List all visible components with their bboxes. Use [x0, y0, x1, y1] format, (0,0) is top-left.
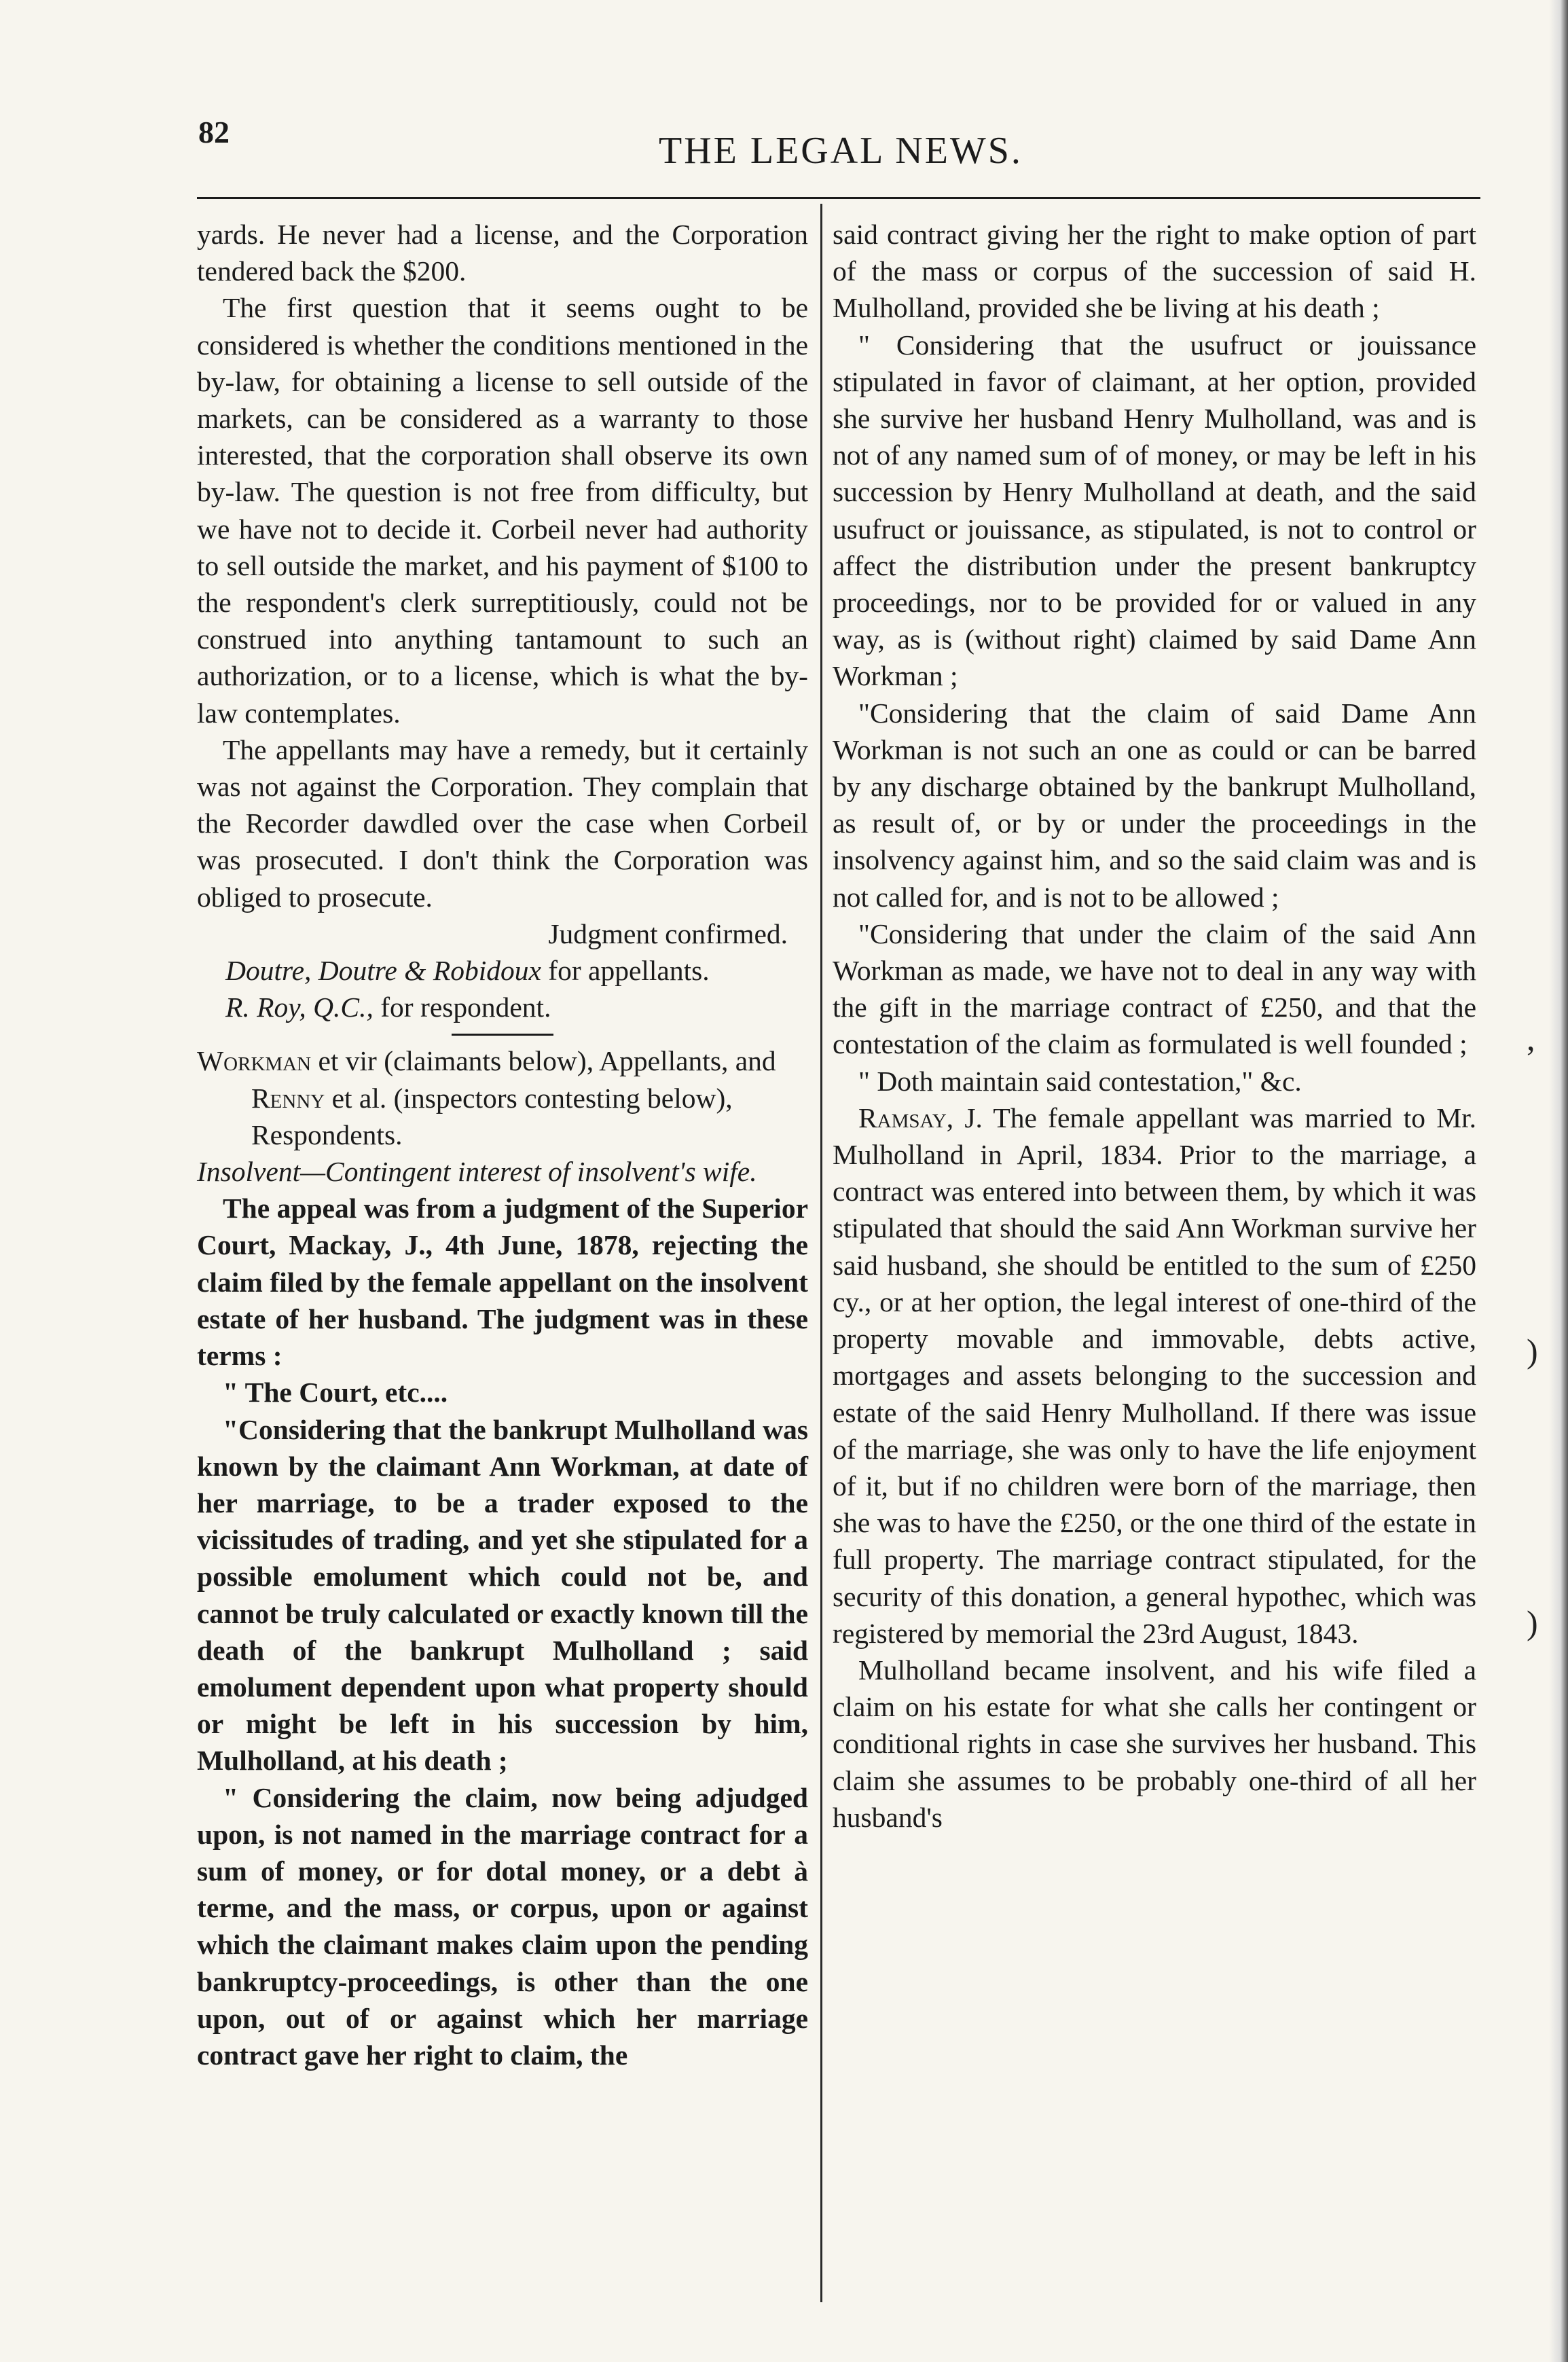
paragraph-text: The female appellant was married to Mr. Mulholland in April, 1834. Prior to the marriage, a contract was entered into between them, by which it was stipulated that should the said Ann Workman survive her said husband, she should be entitled to the sum of £250 cy., or at her option, the legal interest of one-third of the property movable and immovable, debts active, mortgages and assets belonging to the succession and estate of the said Henry Mulholland. If there was issue of the marriage, she was only to have the life enjoyment of it, but if no children were born of the marriage, then she was to have the £250, or the one third of the estate in full property. The marriage contract stipulated, for the security of this donation, a general hypothec, which was registered by memorial the 23rd August, 1843. — [833, 1102, 1476, 1649]
running-head-title: THE LEGAL NEWS. — [659, 130, 1023, 172]
paragraph: " The Court, etc.... — [223, 1377, 448, 1409]
case-text: et vir (claimants below), Appellants, and — [311, 1045, 776, 1077]
paragraph: The first question that it seems ought to be considered is whether the conditions mentioned in the by-law, for obtaining a license to sell outside of the markets, can be considered as a warranty to those interested, that the corporation shall observe its own by-law. The question is not free from difficulty, but we have not to decide it. Corbeil never had authority to sell outside the market, and his payment of $100 to the respondent's clerk surreptitiously, could not be construed into anything tantamount to such an authorization, or to a license, which is what the by-law contemplates. — [197, 292, 808, 729]
page-number: 82 — [198, 115, 230, 149]
paragraph: "Considering that under the claim of the said Ann Workman as made, we have not to deal in any way with the gift in the marriage contract of £250, and that the contestation of the claim as formulated is well founded ; — [833, 917, 1476, 1060]
margin-mark: ) — [1527, 1332, 1538, 1370]
counsel-role: for respondent. — [373, 992, 551, 1023]
counsel-role: for appellants. — [541, 955, 710, 987]
party-name: Workman — [197, 1045, 312, 1077]
counsel-appellants — [197, 952, 808, 989]
header-rule — [197, 197, 1480, 199]
paragraph: "Considering that the bankrupt Mulholland was known by the claimant Ann Workman, at date of her marriage, to be a trader exposed to the vicissitudes of trading, and yet she stipulated for a possible emolument which could not be, and cannot be truly calculated or exactly known till the death of the bankrupt Mulholland ; said emolument dependent upon what property should or might be left in his succession by him, Mulholland, at his death ; — [197, 1413, 808, 1777]
counsel-respondent — [197, 989, 808, 1025]
right-column — [833, 216, 1476, 1836]
party-name: Renny — [251, 1082, 325, 1114]
paragraph: yards. He never had a license, and the Corporation tendered back the $200. — [197, 219, 808, 287]
judgment-line: Judgment confirmed. — [548, 917, 788, 949]
paragraph: The appeal was from a judgment of the Superior Court, Mackay, J., 4th June, 1878, rejecting the claim filed by the female appellant on the insolvent estate of her husband. The judgment was in these terms : — [197, 1193, 808, 1372]
paragraph: "Considering that the claim of said Dame Ann Workman is not such an one as could or can be barred by any discharge obtained by the bankrupt Mulholland, as result of, or by or under the proceedings in the insolvency against him, and so the said claim was and is not called for, and is not to be allowed ; — [833, 697, 1476, 913]
paragraph — [833, 1100, 1476, 1652]
page-edge-shadow — [1549, 0, 1568, 2362]
paragraph: The appellants may have a remedy, but it certainly was not against the Corporation. They complain that the Recorder dawdled over the case when Corbeil was prosecuted. I don't think the Corporation was obliged to prosecute. — [197, 733, 808, 913]
margin-mark: , — [1527, 1019, 1535, 1057]
counsel-names: R. Roy, Q.C., — [225, 992, 373, 1023]
paragraph: said contract giving her the right to make option of part of the mass or corpus of the succession of said H. Mulholland, provided she be living at his death ; — [833, 219, 1476, 324]
paragraph: " Considering the claim, now being adjudged upon, is not named in the marriage contract for a sum of money, or for dotal money, or a debt à terme, and the mass, or corpus, upon or against which the claimant makes claim upon the pending bankruptcy-proceedings, is other than the one upon, out of or against which her marriage contract gave her right to claim, the — [197, 1781, 808, 2071]
counsel-names: Doutre, Doutre & Robidoux — [225, 955, 541, 987]
case-topic: Insolvent—Contingent interest of insolvent's wife. — [197, 1156, 757, 1188]
paragraph: " Doth maintain said contestation," &c. — [858, 1065, 1302, 1097]
left-column — [197, 216, 808, 2073]
paragraph: Mulholland became insolvent, and his wife filed a claim on his estate for what she calls her contingent or conditional rights in case she survives her husband. This claim she assumes to be probably one-third of all her husband's — [833, 1654, 1476, 1833]
paragraph: " Considering that the usufruct or jouissance stipulated in favor of claimant, at her option, provided she survive her husband Henry Mulholland, was and is not of any named sum of of money, or may be left in his succession by Henry Mulholland at death, and the said usufruct or jouissance, as stipulated, is not to control or affect the distribution under the present bankruptcy proceedings, nor to be provided for or valued in any way, as is (without right) claimed by said Dame Ann Workman ; — [833, 329, 1476, 692]
margin-mark: ) — [1527, 1603, 1538, 1641]
column-divider — [820, 204, 822, 2302]
case-text: et al. (inspectors contesting below), Respondents. — [251, 1082, 733, 1150]
judge-name: Ramsay, J. — [858, 1102, 983, 1133]
case-caption — [197, 1042, 808, 1153]
section-rule — [452, 1034, 553, 1036]
